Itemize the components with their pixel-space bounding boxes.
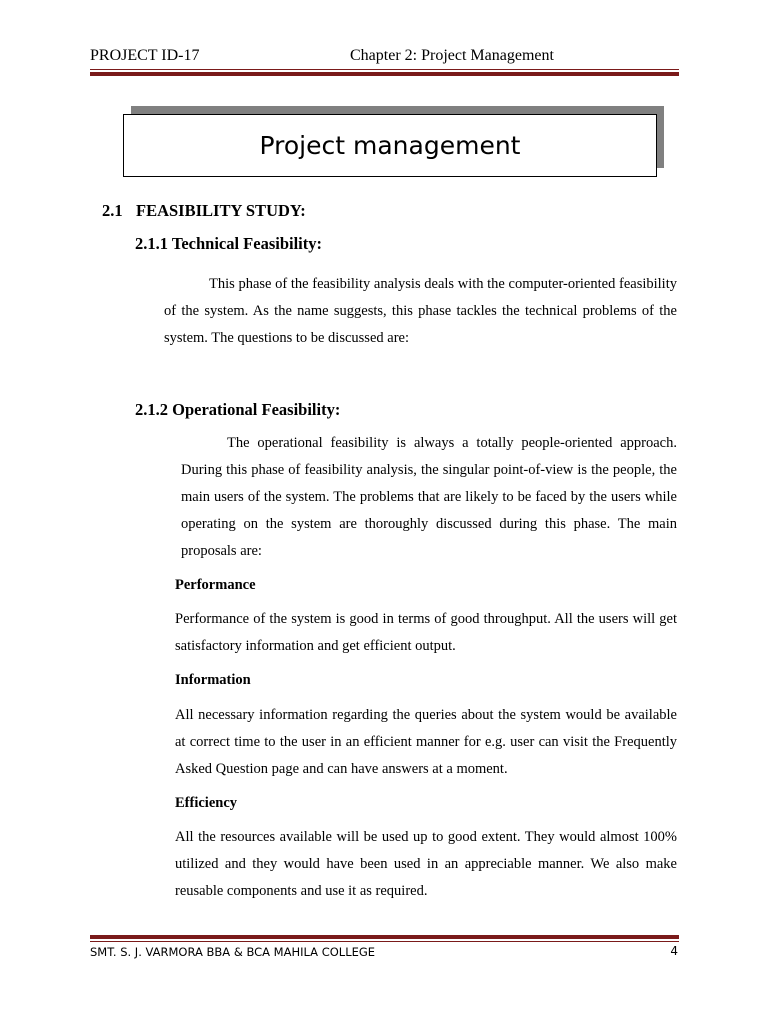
footer-college-name: SMT. S. J. VARMORA BBA & BCA MAHILA COLLEGE	[90, 945, 376, 959]
header-chapter-title: Chapter 2: Project Management	[350, 47, 554, 64]
operational-feasibility-paragraph: The operational feasibility is always a totally people-oriented approach. During this phase of feasibility analysis, the singular point-of-view is the people, the main users of the system. The problems that are likely to be faced by the users while operating on the system are thoroughly discussed during this phase. The main proposals are:	[181, 435, 677, 559]
technical-feasibility-paragraph: This phase of the feasibility analysis deals with the computer-oriented feasibility of the system. As the name suggests, this phase tackles the technical problems of the system. The questions to be discussed are:	[164, 276, 677, 346]
information-heading: Information	[175, 672, 251, 688]
section-title: FEASIBILITY STUDY:	[136, 201, 306, 220]
technical-feasibility-heading: 2.1.1 Technical Feasibility:	[135, 234, 323, 253]
section-heading	[102, 201, 306, 221]
section-number: 2.1	[102, 201, 123, 220]
footer-rule-thin	[90, 941, 679, 942]
header-rule-thick	[90, 72, 679, 76]
header-project-id: PROJECT ID-17	[90, 47, 200, 64]
efficiency-heading: Efficiency	[175, 795, 238, 811]
operational-feasibility-heading: 2.1.2 Operational Feasibility:	[135, 400, 341, 419]
performance-heading: Performance	[175, 577, 256, 593]
performance-paragraph: Performance of the system is good in terms of good throughput. All the users will get satisfactory information and get efficient output.	[175, 611, 677, 654]
page-number: 4	[670, 944, 678, 958]
header-rule-thin	[90, 69, 679, 70]
footer-rule-thick	[90, 935, 679, 939]
page-header	[90, 47, 678, 69]
efficiency-paragraph: All the resources available will be used up to good extent. They would almost 100% utilized and they would have been used in an appreciable manner. We also make reusable components and use it as required.	[175, 829, 677, 899]
page-title: Project management	[123, 114, 657, 177]
information-paragraph: All necessary information regarding the queries about the system would be available at correct time to the user in an efficient manner for e.g. user can visit the Frequently Asked Question page and can have answers at a moment.	[175, 707, 677, 777]
